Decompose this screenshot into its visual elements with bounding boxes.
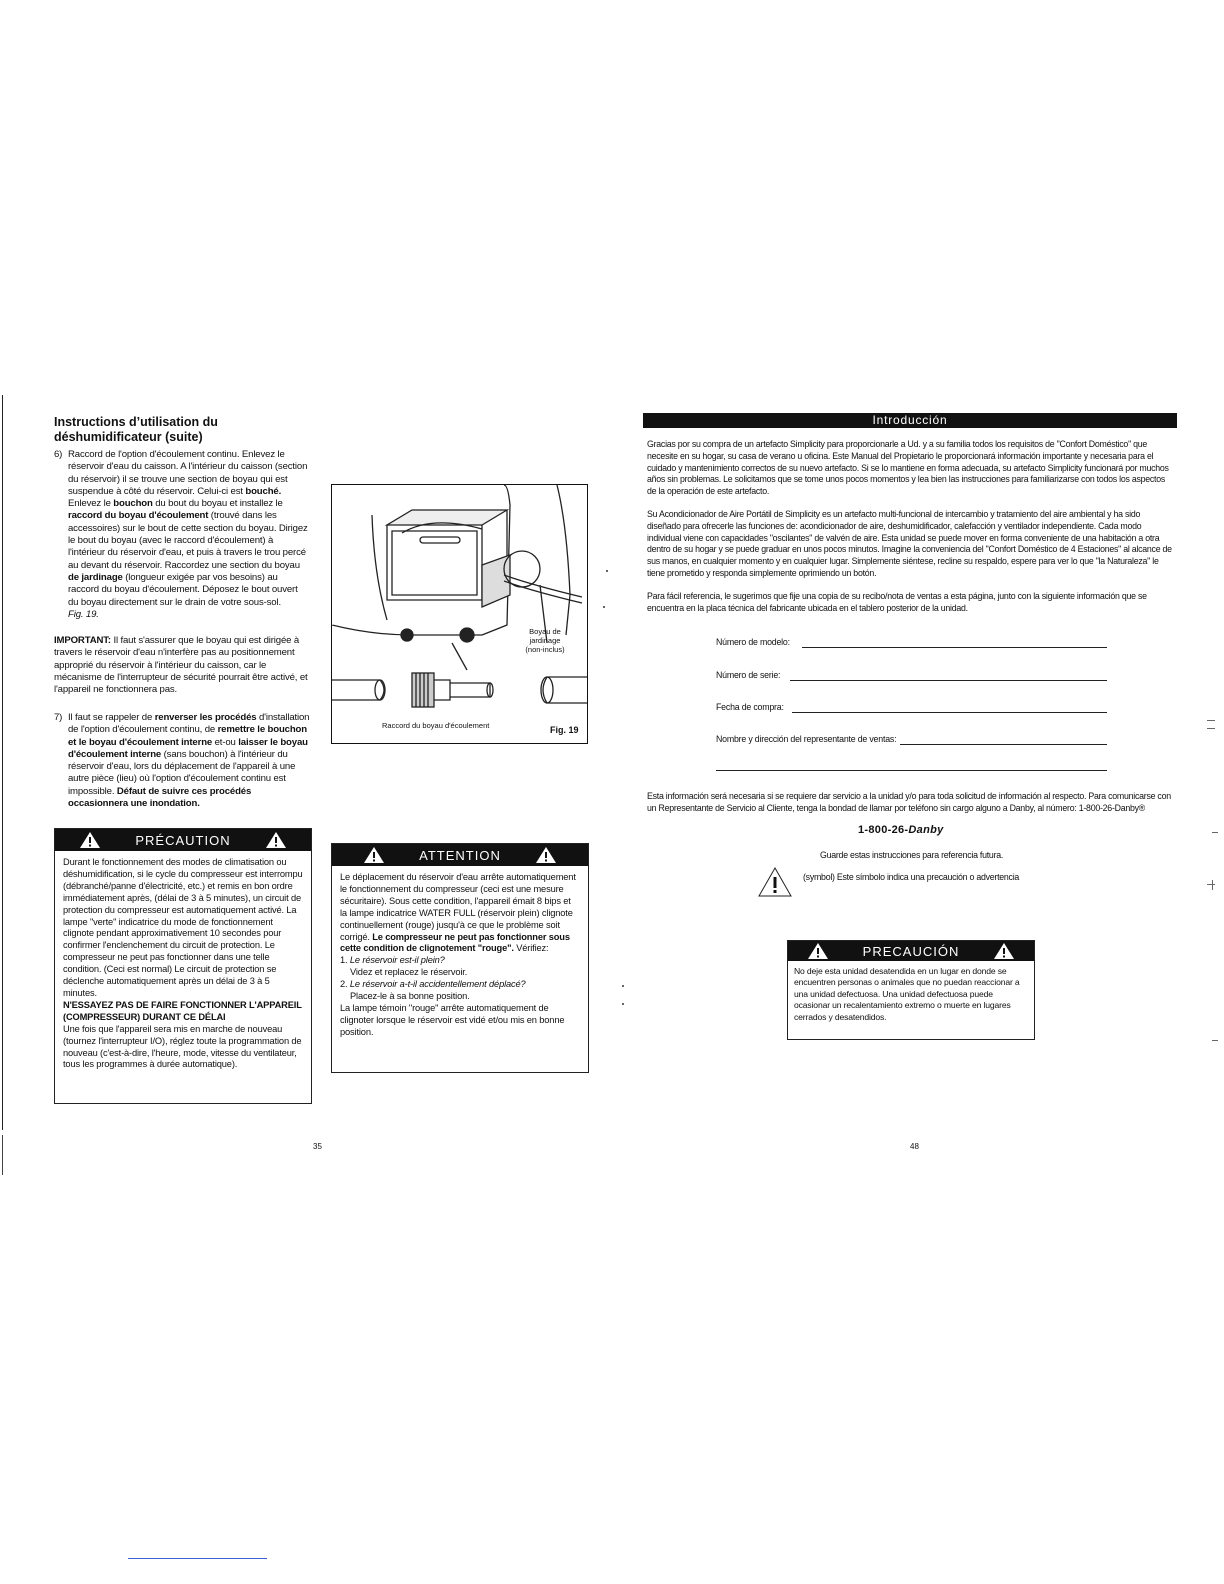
margin-mark: [606, 570, 608, 572]
form-line-model: [802, 647, 1107, 648]
step-6: [54, 449, 310, 621]
step-bold: laisser le boyau d'écoulement interne: [68, 736, 308, 760]
margin-mark: [1212, 1040, 1218, 1041]
intro-paragraph-4: Esta información será necesaria si se requiere dar servicio a la unidad y/o para toda solicitud de información al respecto. Para comunicarse con un Representante de Servicio al Cliente, tenga la bondad de llamar por teléfono sin cargo alguno a Danby, al número: 1-800-26-Danby®: [647, 791, 1171, 813]
step-number: 6): [54, 449, 63, 460]
attention-item-1: [340, 955, 580, 967]
item-number: 1.: [340, 955, 348, 966]
hose-label-line: (non-inclus): [525, 645, 565, 654]
keep-note: Guarde estas instrucciones para referencia futura.: [820, 850, 1004, 860]
step-bold: bouché.: [245, 485, 282, 497]
item-question: Le réservoir a-t-il accidentellement déplacé?: [349, 979, 526, 990]
phone-number: [858, 824, 944, 836]
figure-label: Fig. 19: [550, 725, 579, 735]
intro-paragraph-3: Para fácil referencia, le sugerimos que fije una copia de su recibo/nota de ventas a esta página, junto con la siguiente información que se encuentra en la placa técnica del fabricante ubicada en el tablero posterior de la unidad.: [647, 591, 1147, 613]
step-text: du bout du boyau et installez le: [152, 498, 283, 510]
precaucion-header: [788, 941, 1034, 961]
important-text: Il faut s'assurer que le boyau qui est dirigée à travers le réservoir d'eau n'interfère pas au positionnement approprié du réservoir à l'intérieur du caisson, car le mécanisme de l'interrupteur de sécurité pourrait être activé, et l'appareil ne fonctionnera pas.: [54, 635, 308, 696]
form-line-serial: [790, 680, 1107, 681]
margin-mark: [1212, 880, 1213, 890]
attention-paragraph: Le déplacement du réservoir d'eau arrête automatiquement le fonctionnement du compresseur (ceci est une mesure sécuritaire). Sous cette condition, l'appareil émait 8 bips et la lampe indicatrice WATER FULL (réservoir plein) clignote continuellement (rouge) jusqu'à ce que le problème soit corrigé.: [340, 872, 576, 942]
intro-paragraph-1: Gracias por su compra de un artefacto Simplicity para proporcionarle a Ud. y a su familia todos los requisitos de "Confort Doméstico" que necesite en su hogar, su casa de verano u oficina. Este Manual del Propietario le proporcionará información importante y necesaria para el cuidado y mantenimiento correctos de su nuevo artefacto. Si se lo mantiene en forma adecuada, su artefacto Simplicity funcionará por muchos años sin problemas. Le solicitamos que se tome unos pocos momentos y lea bien las instrucciones para familiarizarse con todos los aspectos de la operación de este artefacto.: [647, 439, 1169, 497]
attention-bold: Le compresseur ne peut pas fonctionner sous cette condition de clignotement "rouge".: [340, 931, 570, 954]
section-title-line1: Instructions d’utilisation du: [54, 415, 218, 429]
warning-icon: [265, 831, 287, 849]
margin-mark: [622, 985, 624, 987]
warning-icon: [79, 831, 101, 849]
intro-header: Introducción: [643, 413, 1177, 428]
important-label: IMPORTANT:: [54, 635, 111, 646]
precaution-box: [54, 828, 312, 1104]
phone-brand: Danby: [908, 824, 944, 836]
step-text: Enlevez le: [68, 498, 114, 510]
precaution-warning: N'ESSAYEZ PAS DE FAIRE FONCTIONNER L'APPAREIL (COMPRESSEUR) DURANT CE DÉLAI: [63, 999, 302, 1022]
step-text: et-ou: [212, 736, 239, 748]
item-question: Le réservoir est-il plein?: [349, 955, 445, 966]
link-underline: [128, 1558, 267, 1559]
form-label-model: Número de modelo:: [716, 637, 790, 647]
step-text: d'installation de l'option d'écoulement continu, de: [68, 712, 310, 736]
step-bold: bouchon: [113, 498, 153, 510]
form-line-extra: [716, 770, 1107, 771]
hose-label-line: jardinage: [529, 636, 561, 645]
form-line-dealer: [900, 744, 1107, 745]
attention-paragraph: La lampe témoin "rouge" arrête automatiquement de clignoter lorsque le réservoir est vidé et/ou mis en bonne position.: [340, 1002, 565, 1037]
page-number-left: 35: [313, 1142, 322, 1151]
precaution-title: PRÉCAUTION: [135, 832, 231, 848]
margin-mark: [1212, 832, 1218, 833]
form-label-serial: Número de serie:: [716, 670, 781, 680]
precaucion-box: [787, 940, 1035, 1040]
phone-prefix: 1-800-26-: [858, 824, 909, 836]
precaution-paragraph: Durant le fonctionnement des modes de climatisation ou déshumidification, si le cycle du compresseur est interrompu (débranché/panne d'électricité, etc.) et remis en bon ordre immédiatement après, (délai de 3 à 5 minutes), un circuit de protection du compresseur est automatiquement activé. La lampe "verte" indicatrice du mode de fonctionnement clignote pendant approximativement 10 secondes pour confirmer l'enclenchement du circuit de protection. Le compresseur ne peut pas fonctionner dans une telle condition. (Ceci est normal) Le circuit de protection se déclenche automatiquement après un délai de 3 à 5 minutes.: [63, 857, 303, 998]
intro-paragraph-2: Su Acondicionador de Aire Portátil de Simplicity es un artefacto multi-funcional de intercambio y tratamiento del aire ambiental y ha sido diseñado para ofrecerle las funciones de: acondicionador de aire, deshumidificador, calefacción y ventilador independiente. Cada modo individual viene con capacidades "oscilantes" de valvén de aire. Esta unidad se puede mover en forma conveniente de una habitación a otra dentro de su hogar y se puede graduar en unos pocos minutos. Imagine la conveniencia del "Confort Doméstico de 4 Estaciones" al alcance de sus manos, en cualquier momento y en cualquier lugar. Simplemente siéntese, recline su respaldo, espere para ver lo que "la Naturaleza" le tiene prometido y responda simplemente oprimiendo un botón.: [647, 509, 1172, 578]
margin-mark: [1207, 720, 1215, 721]
step-7: [54, 712, 310, 810]
figure-reference: Fig. 19.: [68, 608, 99, 620]
warning-icon: [807, 942, 829, 960]
margin-mark: [1207, 728, 1215, 729]
warning-icon: [535, 846, 557, 864]
attention-header: [332, 844, 588, 866]
section-title-line2: déshumidificateur (suite): [54, 430, 203, 444]
attention-paragraph: Vérifiez:: [513, 943, 549, 954]
item-answer: Placez-le à sa bonne position.: [350, 991, 470, 1002]
step-text: (sans bouchon) à l'intérieur du réservoir d'eau, lors du déplacement de l'appareil à une autre pièce (lieu) où l'option d'écoulement continu est impossible.: [68, 748, 296, 797]
step-bold: remettre le bouchon et le boyau d'écoulement interne: [68, 724, 307, 748]
step-number: 7): [54, 712, 63, 723]
form-label-date: Fecha de compra:: [716, 702, 784, 712]
step-text: Raccord de l'option d'écoulement continu. Enlevez le réservoir d'eau du caisson. A l'intérieur du caisson (section du réservoir) il se trouve une section de boyau qui est suspendue à côté du réservoir. Celui-ci est: [68, 449, 308, 497]
step-bold: raccord du boyau d'écoulement: [68, 510, 209, 522]
step-text: (longueur exigée par vos besoins) au raccord du boyau d'écoulement. Déposez le bout ouvert du boyau directement sur le drain de votre sous-sol.: [68, 571, 298, 608]
step-text: Il faut se rappeler de: [68, 712, 155, 723]
precaution-text: [55, 851, 311, 1077]
item-answer: Videz et replacez le réservoir.: [350, 967, 468, 978]
section-title: [54, 415, 324, 445]
dehumidifier-illustration: [332, 485, 587, 743]
page-number-right: 48: [910, 1142, 919, 1151]
figure-caption: Raccord du boyau d'écoulement: [382, 721, 490, 730]
margin-mark: [622, 1003, 624, 1005]
attention-item-2: [340, 979, 580, 991]
hose-label-line: Boyau de: [529, 627, 561, 636]
attention-box: [331, 843, 589, 1073]
step-bold: renverser les procédés: [154, 712, 257, 723]
item-number: 2.: [340, 979, 348, 990]
step-bold: Défaut de suivre ces procédés occasionnera une inondation.: [68, 785, 252, 810]
warning-icon: [993, 942, 1015, 960]
step-text: (trouvé dans les accessoires) sur le bout de cette section du boyau. Dirigez le bout du boyau (avec le raccord d'écoulement) à l'intérieur du réservoir d'eau, et puis à travers le trou percé au devant du réservoir. Raccordez une section du boyau: [68, 510, 308, 571]
page-edge-line-lower: [2, 1135, 3, 1175]
form-label-dealer: Nombre y dirección del representante de ventas:: [716, 734, 897, 744]
margin-mark: [603, 606, 605, 608]
precaucion-text: No deje esta unidad desatendida en un lugar en donde se encuentren personas o animales que no puedan reaccionar a una unidad defectuosa. Una unidad defectuosa puede ocasionar un recalentamiento extremo o muerte en lugares cerrados y desatendidos.: [794, 966, 1020, 1022]
margin-mark: [1207, 884, 1215, 885]
caution-symbol-icon: [757, 866, 793, 898]
hose-label: [510, 627, 580, 654]
attention-text: [332, 866, 588, 1045]
precaution-header: [55, 829, 311, 851]
step-bold: de jardinage: [68, 571, 123, 583]
page-edge-line: [2, 395, 3, 1130]
form-line-date: [792, 712, 1107, 713]
attention-title: ATTENTION: [419, 847, 501, 863]
symbol-note: (symbol) Este símbolo indica una precaución o advertencia: [803, 872, 1020, 882]
precaution-paragraph: Une fois que l'appareil sera mis en marche de nouveau (tournez l'interrupteur I/O), réglez toute la programmation de nouveau (c'est-à-dire, l'heure, mode, vitesse du ventilateur, tous les programmes à durée automatique).: [63, 1023, 302, 1070]
precaucion-title: PRECAUCIÓN: [862, 943, 960, 959]
important-note: [54, 635, 310, 696]
warning-icon: [363, 846, 385, 864]
figure-19: [331, 484, 588, 744]
